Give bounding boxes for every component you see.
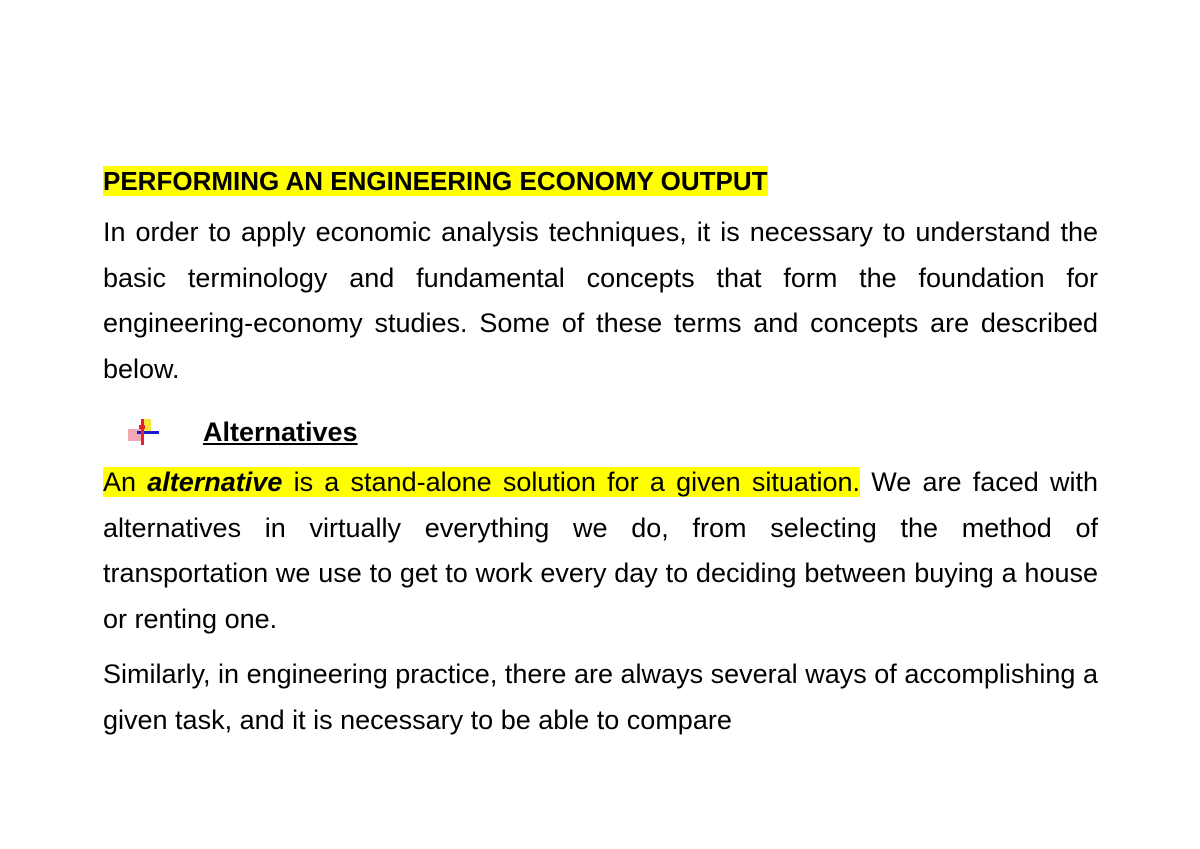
document-heading xyxy=(103,160,1098,202)
definition-term: alternative xyxy=(147,467,283,497)
definition-continuation: We are faced with alternatives in virtually everything we do, from selecting the method of transportation we use to get to work every day to deciding between buying a house or renting one. xyxy=(103,467,1098,634)
definition-prefix: An xyxy=(103,467,148,497)
definition-paragraph xyxy=(103,460,1098,642)
section-bullet-row xyxy=(125,412,1098,452)
paragraph-3: Similarly, in engineering practice, there are always several ways of accomplishing a given task, and it is necessary to be able to compare xyxy=(103,659,1098,735)
quad-square-bullet-icon xyxy=(125,417,159,447)
document-page xyxy=(103,160,1098,743)
heading-text: PERFORMING AN ENGINEERING ECONOMY OUTPUT xyxy=(103,166,768,196)
intro-paragraph: In order to apply economic analysis techniques, it is necessary to understand the basic terminology and fundamental concepts that form the foundation for engineering-economy studies. Some of these terms and concepts are described below. xyxy=(103,217,1098,384)
definition-highlight xyxy=(103,467,860,497)
definition-rest: is a stand-alone solution for a given situation. xyxy=(282,467,860,497)
paragraph-spacer xyxy=(103,642,1098,652)
section-title: Alternatives xyxy=(203,416,358,447)
